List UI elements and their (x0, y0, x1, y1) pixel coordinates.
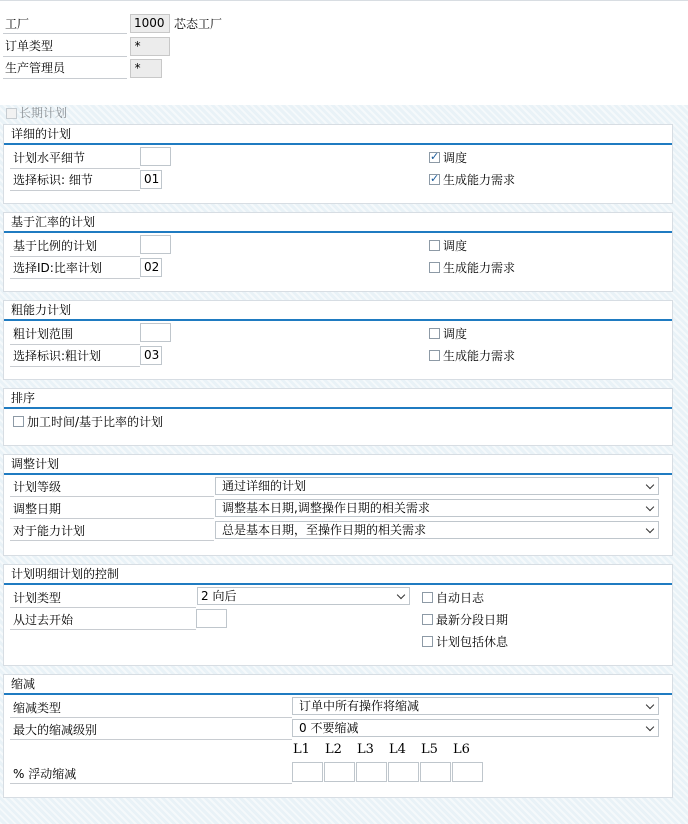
level-header-l3: L3 (357, 742, 374, 757)
float-l4-field[interactable] (388, 762, 419, 782)
section-divider (4, 473, 672, 475)
detail-level-label: 计划水平细节 (13, 151, 86, 165)
chevron-down-icon (645, 698, 655, 714)
latest-date-label: 最新分段日期 (436, 613, 509, 627)
detail-schedule-label: 调度 (443, 151, 468, 165)
autolog-checkbox[interactable] (422, 592, 433, 603)
long-term-checkbox[interactable] (6, 108, 17, 119)
detail-capreq-checkbox[interactable] (429, 174, 440, 185)
level-header-l2: L2 (325, 742, 342, 757)
control-past-field[interactable] (196, 609, 227, 628)
level-header-l1: L1 (293, 742, 310, 757)
latest-date-checkbox[interactable] (422, 614, 433, 625)
level-header-l6: L6 (453, 742, 470, 757)
rough-planning-panel (3, 300, 673, 380)
adjust-cap-dropdown[interactable] (215, 521, 659, 539)
prod-mgr-field[interactable]: * (130, 59, 162, 78)
adjust-scheduling-panel (3, 454, 673, 556)
adjust-date-value: 调整基本日期,调整操作日期的相关需求 (222, 501, 430, 515)
rate-capreq-checkbox[interactable] (429, 262, 440, 273)
chevron-down-icon (396, 588, 406, 604)
rough-level-label: 粗计划范围 (13, 327, 74, 341)
reduce-float-label: % 浮动缩减 (13, 767, 77, 781)
scheduling-control-panel (3, 564, 673, 666)
sort-option-label: 加工时间/基于比率的计划 (27, 415, 164, 429)
float-l2-field[interactable] (324, 762, 355, 782)
rough-capreq-checkbox[interactable] (429, 350, 440, 361)
breaks-checkbox[interactable] (422, 636, 433, 647)
adjust-cap-value: 总是基本日期，至操作日期的相关需求 (222, 523, 427, 537)
reduce-type-label: 缩减类型 (13, 701, 62, 715)
detail-capreq-label: 生成能力需求 (443, 173, 516, 187)
order-type-field[interactable]: * (130, 37, 170, 56)
detailed-planning-title: 详细的计划 (11, 127, 72, 141)
level-header-l5: L5 (421, 742, 438, 757)
rate-planning-panel (3, 212, 673, 292)
adjust-date-dropdown[interactable] (215, 499, 659, 517)
float-l1-field[interactable] (292, 762, 323, 782)
detail-select-field[interactable]: 01 (140, 170, 162, 189)
sorting-panel (3, 388, 673, 446)
chevron-down-icon (645, 522, 655, 538)
sort-option-checkbox[interactable] (13, 416, 24, 427)
adjust-level-dropdown[interactable] (215, 477, 659, 495)
rate-planning-title: 基于汇率的计划 (11, 215, 96, 229)
rate-capreq-label: 生成能力需求 (443, 261, 516, 275)
adjust-level-label: 计划等级 (13, 480, 62, 494)
chevron-down-icon (645, 500, 655, 516)
control-past-label: 从过去开始 (13, 613, 74, 627)
rate-select-label: 选择ID:比率计划 (13, 261, 102, 275)
control-type-label: 计划类型 (13, 591, 62, 605)
rough-schedule-checkbox[interactable] (429, 328, 440, 339)
rate-level-label: 基于比例的计划 (13, 239, 98, 253)
reduce-max-value: 0 不要缩减 (299, 721, 359, 735)
detail-select-label: 选择标识: 细节 (13, 173, 93, 187)
level-header-l4: L4 (389, 742, 406, 757)
reduction-title: 缩减 (11, 677, 36, 691)
rate-schedule-checkbox[interactable] (429, 240, 440, 251)
reduce-max-label: 最大的缩减级别 (13, 723, 98, 737)
scheduling-control-title: 计划明细计划的控制 (11, 567, 120, 581)
rough-select-field[interactable]: 03 (140, 346, 162, 365)
section-divider (4, 693, 672, 695)
reduce-type-value: 订单中所有操作将缩减 (299, 699, 420, 713)
reduce-max-dropdown[interactable] (292, 719, 659, 737)
section-divider (4, 407, 672, 409)
rate-select-field[interactable]: 02 (140, 258, 162, 277)
rate-level-field[interactable] (140, 235, 171, 254)
section-divider (4, 319, 672, 321)
breaks-label: 计划包括休息 (436, 635, 509, 649)
chevron-down-icon (645, 720, 655, 736)
adjust-cap-label: 对于能力计划 (13, 524, 86, 538)
reduction-panel (3, 674, 673, 798)
section-divider (4, 143, 672, 145)
section-divider (4, 231, 672, 233)
rough-capreq-label: 生成能力需求 (443, 349, 516, 363)
rough-schedule-label: 调度 (443, 327, 468, 341)
rough-select-label: 选择标识:粗计划 (13, 349, 102, 363)
float-l6-field[interactable] (452, 762, 483, 782)
plant-label: 工厂 (5, 17, 30, 31)
float-l5-field[interactable] (420, 762, 451, 782)
control-type-dropdown[interactable] (197, 587, 410, 605)
chevron-down-icon (645, 478, 655, 494)
control-type-value: 2 向后 (201, 589, 237, 603)
section-divider (4, 583, 672, 585)
detail-schedule-checkbox[interactable] (429, 152, 440, 163)
adjust-level-value: 通过详细的计划 (222, 479, 307, 493)
reduce-type-dropdown[interactable] (292, 697, 659, 715)
detail-level-field[interactable] (140, 147, 171, 166)
order-type-label: 订单类型 (5, 39, 54, 53)
sorting-title: 排序 (11, 391, 36, 405)
rough-level-field[interactable] (140, 323, 171, 342)
adjust-date-label: 调整日期 (13, 502, 62, 516)
plant-description: 芯态工厂 (174, 17, 223, 31)
prod-mgr-label: 生产管理员 (5, 61, 66, 75)
float-l3-field[interactable] (356, 762, 387, 782)
autolog-label: 自动日志 (436, 591, 485, 605)
adjust-scheduling-title: 调整计划 (11, 457, 60, 471)
rough-planning-title: 粗能力计划 (11, 303, 72, 317)
rate-schedule-label: 调度 (443, 239, 468, 253)
detailed-planning-panel (3, 124, 673, 204)
long-term-label: 长期计划 (19, 106, 68, 120)
plant-field[interactable]: 1000 (130, 14, 170, 33)
